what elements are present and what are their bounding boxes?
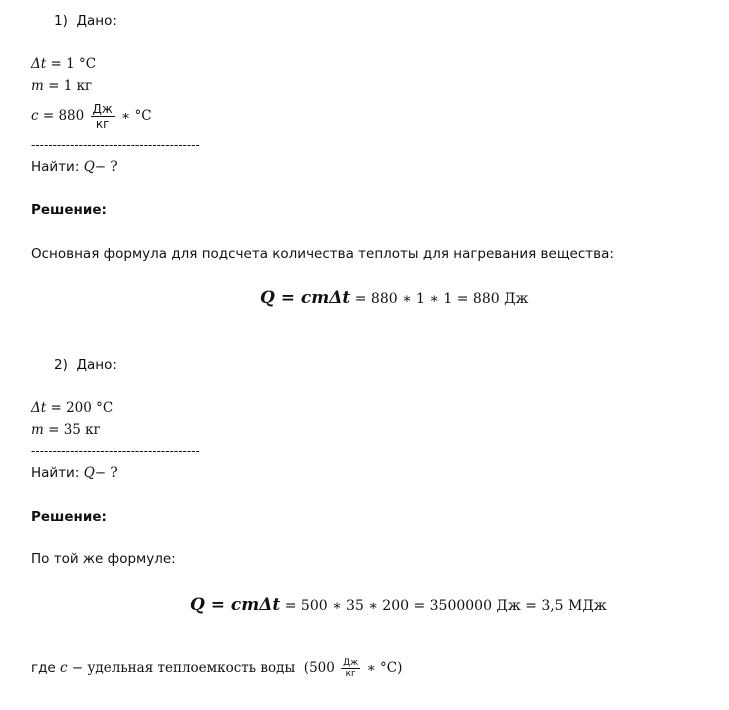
note-text: − удельная теплоемкость воды: [71, 660, 296, 676]
find-label: Найти:: [31, 465, 80, 481]
note-unit-numerator: Дж: [343, 657, 359, 668]
c-unit-numerator: Дж: [92, 101, 113, 116]
task2-number: 2): [54, 357, 68, 373]
task1-given-dt: [31, 55, 96, 73]
task1-number: 1): [54, 13, 68, 29]
m-symbol: m: [31, 78, 44, 94]
note-symbol: c: [60, 660, 68, 676]
task1-given-m: [31, 77, 92, 95]
find-tail: − ?: [94, 465, 118, 481]
dt-symbol: Δt: [31, 400, 47, 416]
task2-given-label: Дано:: [76, 357, 117, 373]
dt-symbol: Δt: [31, 56, 47, 72]
m-value: = 1 кг: [48, 78, 93, 94]
task2-given-dt: [31, 399, 113, 417]
note-close: ∗ °C): [366, 660, 403, 676]
formula-calc: = 500 ∗ 35 ∗ 200 = 3500000 Дж = 3,5 МДж: [284, 598, 607, 614]
find-tail: − ?: [94, 159, 118, 175]
find-label: Найти:: [31, 159, 80, 175]
task2-explanation: По той же формуле:: [31, 551, 176, 567]
formula-main: Q = cmΔt: [190, 595, 281, 615]
task1-find: [31, 158, 118, 176]
c-unit-denominator: кг: [95, 116, 110, 131]
m-symbol: m: [31, 422, 44, 438]
task2-note: [31, 652, 402, 684]
task2-solution-label: Решение:: [31, 509, 107, 525]
task2-find: [31, 464, 118, 482]
note-prefix: где: [31, 660, 56, 676]
task2-given-m: [31, 421, 101, 439]
m-value: = 35 кг: [48, 422, 101, 438]
task1-explanation: Основная формула для подсчета количества теплоты для нагревания вещества:: [31, 246, 614, 262]
c-unit-fraction: [91, 102, 115, 131]
task2-heading: [54, 356, 117, 374]
task2-formula: [190, 596, 607, 615]
find-symbol: Q: [83, 159, 95, 175]
dt-value: = 1 °C: [50, 56, 97, 72]
c-value: = 880: [42, 108, 85, 124]
note-open: (500: [303, 660, 335, 676]
find-symbol: Q: [83, 465, 95, 481]
task1-given-label: Дано:: [76, 13, 117, 29]
formula-main: Q = cmΔt: [260, 288, 351, 308]
task2-separator: ---------------------------------------: [31, 444, 200, 458]
task1-heading: [54, 12, 117, 30]
formula-calc: = 880 ∗ 1 ∗ 1 = 880 Дж: [354, 291, 529, 307]
c-symbol: c: [31, 108, 39, 124]
c-unit-tail: ∗ °C: [121, 108, 152, 124]
task1-separator: ---------------------------------------: [31, 138, 200, 152]
task1-solution-label: Решение:: [31, 202, 107, 218]
task1-formula: [260, 289, 528, 308]
dt-value: = 200 °C: [50, 400, 114, 416]
note-unit-denominator: кг: [345, 668, 356, 679]
task1-given-c: [31, 98, 152, 134]
note-unit-fraction: [341, 658, 360, 679]
